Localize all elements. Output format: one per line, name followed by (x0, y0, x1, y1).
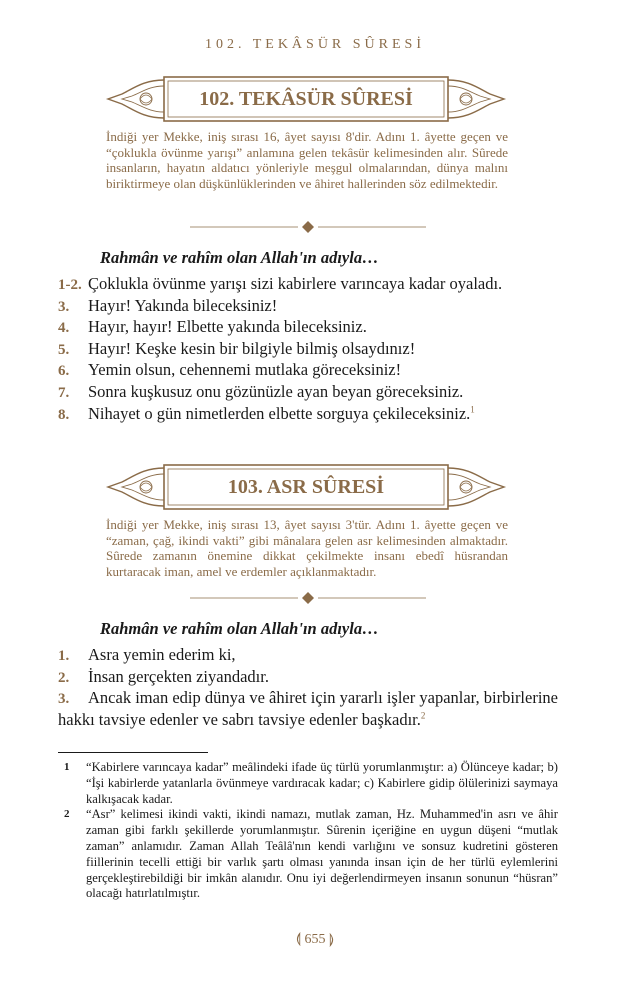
divider-ornament-icon (190, 221, 426, 233)
basmala: Rahmân ve rahîm olan Allah'ın adıyla… (100, 619, 379, 638)
left-ornament-icon: ⟬ (295, 932, 301, 947)
verse (58, 667, 558, 689)
verse-text: İnsan gerçekten ziyandadır. (88, 666, 269, 686)
surah-title-banner (104, 462, 508, 512)
verse (58, 382, 558, 404)
footnote-text: “Kabirlere varıncaya kadar” meâlindeki ifade üç türlü yorumlanmıştır: a) Ölünceye kadar; b) “İşi kabirlerde yatanlarla övünmeye vardıracak kadar; c) Kabirlere gidip ölülerinizi saymaya kalkışacak kadar. (86, 760, 558, 806)
verse (58, 317, 558, 339)
verse-number: 2. (58, 669, 70, 686)
verse-text: Nihayet o gün nimetlerden elbette sorguya çekileceksiniz. (88, 403, 471, 423)
verse-number: 6. (58, 363, 70, 380)
divider-ornament-icon (190, 592, 426, 604)
verse-text: Asra yemin ederim ki, (88, 645, 236, 664)
page-number (0, 932, 630, 948)
verse-text: Hayır! Yakında bileceksiniz! (88, 295, 278, 315)
right-ornament-icon: ⟭ (329, 932, 335, 947)
section-divider (190, 592, 426, 604)
running-head: 102. TEKÂSÜR SÛRESİ (204, 37, 426, 52)
section-divider (190, 221, 426, 233)
basmala: Rahmân ve rahîm olan Allah'ın adıyla… (100, 248, 379, 267)
footnote-reference[interactable]: 1 (470, 404, 475, 415)
surah-title: 102. TEKÂSÜR SÛRESİ (199, 88, 413, 110)
verse-number: 8. (58, 406, 70, 423)
verse (58, 274, 558, 296)
verse-text: Hayır, hayır! Elbette yakında bileceksiniz. (88, 317, 367, 337)
surah-title-banner (104, 74, 508, 124)
verse (58, 360, 558, 382)
verse-number: 7. (58, 384, 70, 401)
footnote-number: 1 (64, 761, 70, 773)
verse-number: 3. (58, 298, 70, 315)
verse-text: Hayır! Keşke kesin bir bilgiyle bilmiş olsaydınız! (88, 338, 416, 358)
surah-title: 103. ASR SÛRESİ (227, 476, 385, 498)
footnote (58, 760, 558, 807)
verse-text: Ancak iman edip dünya ve âhiret için yararlı işler yapanlar, birbirlerine hakkı tavsiye edenler ve sabrı tavsiye edenler başkadır. (58, 688, 558, 729)
footnote-reference[interactable]: 2 (420, 710, 426, 721)
verse-number: 1. (58, 648, 70, 664)
verse (58, 404, 558, 426)
verse-number: 4. (58, 320, 70, 337)
verse-text: Sonra kuşkusuz onu gözünüzle ayan beyan göreceksiniz. (88, 381, 464, 401)
footnote-number: 2 (64, 808, 70, 821)
verse-number: 5. (58, 341, 70, 358)
surah-introduction: İndiği yer Mekke, iniş sırası 16, âyet sayısı 8'dir. Adını 1. âyette geçen ve “çoklukla övünme yarışı” anlamına gelen tekâsür kelimesinden alır. Sûrede insanların, hayatın aldatıcı yönleriyle meşgul olmalarından, dünya malını biriktirmeye olan düşkünlüklerinden ve âhiret hallerinden söz edilmektedir. (106, 129, 508, 191)
verse (58, 688, 558, 730)
verse-list (58, 274, 558, 425)
footnotes (58, 760, 558, 902)
verse-number: 3. (58, 691, 70, 708)
verse (58, 296, 558, 318)
verse-list (58, 645, 558, 730)
verse-text: Yemin olsun, cehennemi mutlaka göreceksiniz! (88, 360, 402, 380)
surah-introduction: İndiği yer Mekke, iniş sırası 13, âyet sayısı 3'tür. Adını 1. âyette geçen ve “zaman, çağ, ikindi vakti” gibi mânalara gelen asr kelimesinden almaktadır. Sûrede zamanın önemine dikkat çekilmekte insanı ebedî hüsrandan kurtaracak iman, amel ve erdemler açıklanmaktadır. (106, 517, 508, 579)
footnote (58, 807, 558, 902)
verse-number: 1-2. (58, 277, 82, 293)
verse (58, 645, 558, 667)
verse (58, 339, 558, 361)
footnote-rule (58, 752, 208, 753)
page-number-value: 655 (304, 932, 326, 947)
verse-text: Çoklukla övünme yarışı sizi kabirlere varıncaya kadar oyaladı. (88, 274, 503, 293)
footnote-text: “Asr” kelimesi ikindi vakti, ikindi namazı, mutlak zaman, Hz. Muhammed'in asrı ve âhir zaman gibi farklı şekillerde yorumlanmıştır. Sûrenin içeriğine en uygun düşeni “mutlak zaman” anlamıdır. Zaman Allah Teâlâ'nın kendi varlığını ve sonsuz kudretini gösteren fiillerinin tecelli ettiği bir varlık şartı olması yanında insan için de her türlü eylemlerini gerçekleştirebildiği bir imkân alanıdır. Onu iyi değerlendirmeyen insanın sonunun “hüsran” olacağı hatırlatılmıştır. (86, 807, 558, 901)
